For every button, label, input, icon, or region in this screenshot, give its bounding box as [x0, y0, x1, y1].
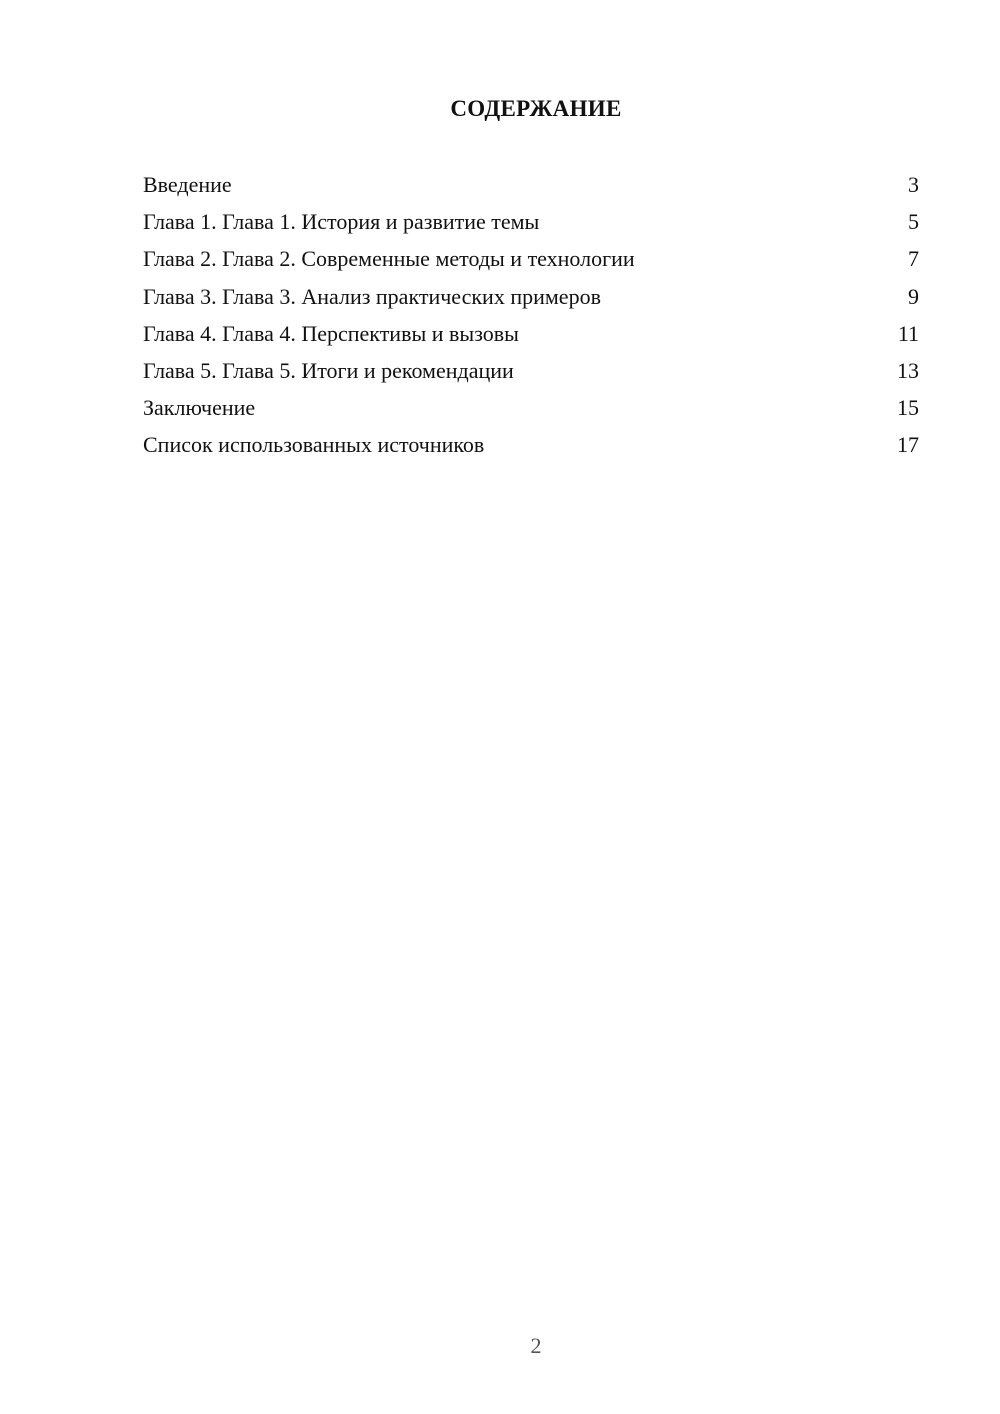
toc-entry-introduction	[143, 170, 919, 207]
toc-entry-chapter-4	[143, 319, 919, 356]
toc-entry-references	[143, 430, 919, 467]
toc-entry-page: 17	[897, 432, 919, 458]
toc-entry-page: 13	[897, 357, 919, 383]
toc-entry-title: Заключение	[143, 395, 256, 421]
toc-entry-chapter-2	[143, 244, 919, 281]
toc-entry-chapter-5	[143, 356, 919, 393]
table-of-contents	[143, 170, 919, 468]
toc-entry-title: Глава 5. Глава 5. Итоги и рекомендации	[143, 357, 514, 383]
page-number: 2	[530, 1333, 542, 1358]
toc-entry-title: Глава 2. Глава 2. Современные методы и технологии	[143, 246, 635, 272]
toc-entry-page: 9	[908, 283, 919, 309]
toc-entry-page: 7	[908, 246, 919, 272]
toc-entry-title: Глава 3. Глава 3. Анализ практических примеров	[143, 283, 601, 309]
toc-entry-conclusion	[143, 393, 919, 430]
toc-entry-title: Список использованных источников	[143, 432, 485, 458]
toc-entry-page: 15	[897, 395, 919, 421]
toc-entry-page: 3	[908, 172, 919, 197]
toc-entry-page: 5	[908, 209, 919, 235]
toc-entry-chapter-3	[143, 282, 919, 319]
toc-entry-title: Глава 4. Глава 4. Перспективы и вызовы	[143, 320, 519, 346]
toc-entry-chapter-1	[143, 207, 919, 244]
toc-heading: СОДЕРЖАНИЕ	[450, 96, 622, 121]
toc-entry-title: Глава 1. Глава 1. История и развитие темы	[143, 209, 540, 235]
toc-entry-title: Введение	[143, 172, 232, 197]
toc-entry-page: 11	[897, 320, 919, 346]
